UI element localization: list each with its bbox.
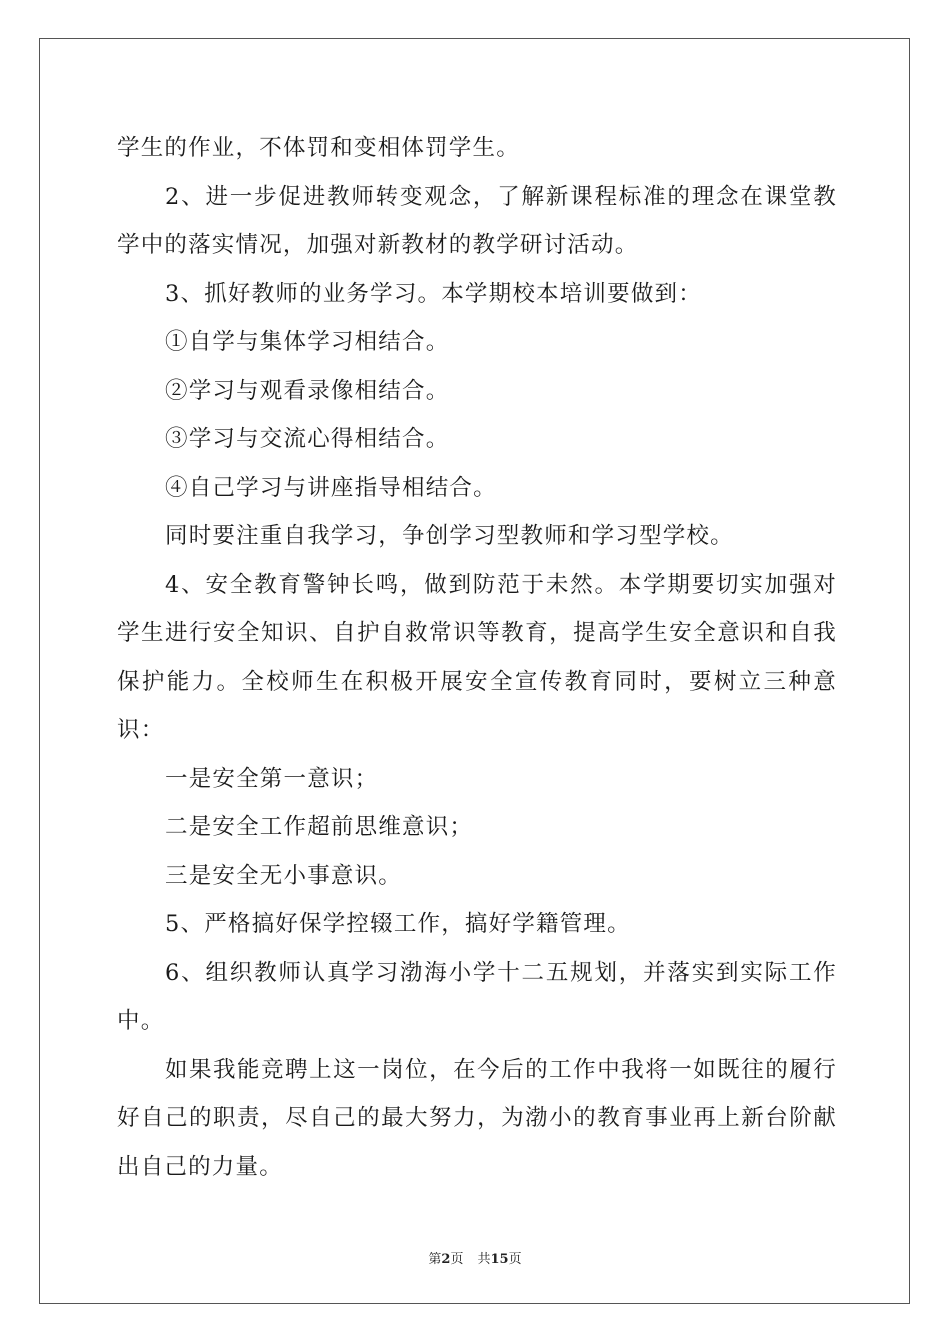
page-suffix: 页 [450, 1252, 464, 1267]
paragraph: 5、严格搞好保学控辍工作，搞好学籍管理。 [165, 911, 631, 937]
page-prefix: 第 [428, 1252, 442, 1267]
total-suffix: 页 [508, 1252, 522, 1267]
paragraph: 6、组织教师认真学习渤海小学十二五规划，并落实到实际工作中。 [117, 959, 837, 1034]
paragraph: 学生的作业，不体罚和变相体罚学生。 [117, 135, 520, 161]
page-footer [0, 1248, 950, 1267]
paragraph: 3、抓好教师的业务学习。本学期校本培训要做到： [165, 280, 702, 307]
total-prefix: 共 [477, 1252, 491, 1267]
paragraph: 2、进一步促进教师转变观念，了解新课程标准的理念在课堂教学中的落实情况，加强对新教材的教学研讨活动。 [117, 183, 837, 258]
list-item: ②学习与观看录像相结合。 [165, 377, 450, 404]
list-item: 一是安全第一意识； [165, 765, 379, 792]
list-item: ①自学与集体学习相结合。 [165, 329, 450, 355]
paragraph: 如果我能竞聘上这一岗位，在今后的工作中我将一如既往的履行好自己的职责，尽自己的最大努力，为渤小的教育事业再上新台阶献出自己的力量。 [117, 1056, 837, 1180]
total-pages: 15 [490, 1252, 509, 1267]
paragraph: 同时要注重自我学习，争创学习型教师和学习型学校。 [165, 523, 734, 549]
page-number: 2 [441, 1252, 451, 1267]
list-item: ③学习与交流心得相结合。 [165, 426, 450, 452]
paragraph: 4、安全教育警钟长鸣，做到防范于未然。本学期要切实加强对学生进行安全知识、自护自救常识等教育，提高学生安全意识和自我保护能力。全校师生在积极开展安全宣传教育同时，要树立三种意识： [117, 571, 837, 743]
list-item: ④自己学习与讲座指导相结合。 [165, 474, 497, 501]
list-item: 二是安全工作超前思维意识； [165, 814, 474, 840]
document-body [117, 124, 837, 1191]
list-item: 三是安全无小事意识。 [165, 862, 403, 889]
